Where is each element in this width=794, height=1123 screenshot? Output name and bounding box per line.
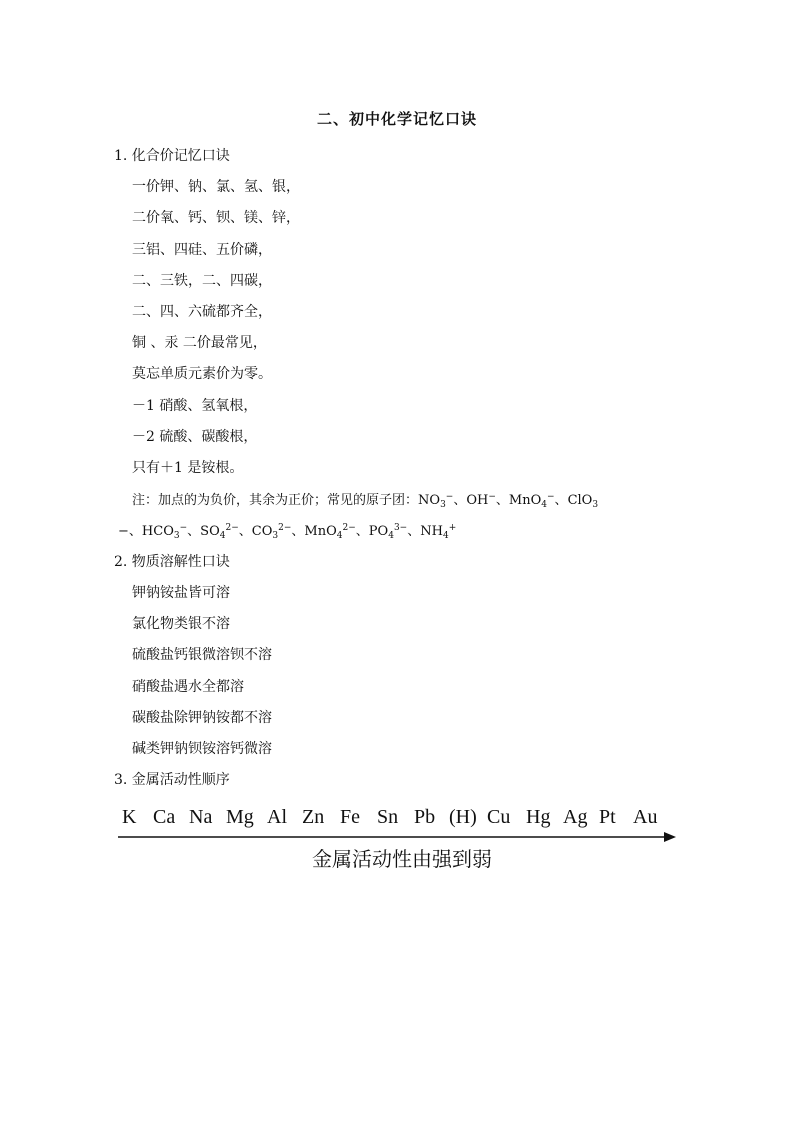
separator: 、 <box>407 524 421 539</box>
separator: 、 <box>128 524 142 539</box>
valence-line: 二、四、六硫都齐全， <box>132 304 272 320</box>
radical-formula: $SO_4^{2-}$ <box>200 523 239 541</box>
section-1-heading: 1. 化合价记忆口诀 <box>114 148 230 164</box>
note-prefix: 注：加点的为负价，其余为正价；常见的原子团： <box>132 493 419 508</box>
radical-formula: $NH_4^+$ <box>420 523 457 541</box>
metal-symbol: K <box>122 806 137 828</box>
formula-charge: − <box>488 492 496 502</box>
solubility-line: 氯化物类银不溶 <box>132 616 230 632</box>
formula-subscript: 3 <box>173 531 180 541</box>
valence-line: 铜 、汞 二价最常见， <box>132 335 267 351</box>
radical-formula: ClO$_3$ <box>567 493 599 510</box>
radical-formula: MnO$_4^{2-}$ <box>304 523 356 541</box>
metal-symbol: Pb <box>414 806 436 828</box>
valence-line: 只有＋1 是铵根。 <box>132 460 244 476</box>
formula-subscript: 3 <box>272 531 279 541</box>
separator: 、 <box>495 493 509 508</box>
metal-symbol: Fe <box>340 806 360 828</box>
separator: 、 <box>238 524 252 539</box>
formula-subscript: 3 <box>440 500 446 510</box>
metal-symbol: Al <box>267 806 287 828</box>
separator: 、 <box>355 524 369 539</box>
formula-subscript: 4 <box>442 531 449 541</box>
section-3-heading: 3. 金属活动性顺序 <box>114 772 230 788</box>
metal-symbol: Cu <box>487 806 511 828</box>
valence-line: －1 硝酸、氢氧根， <box>132 398 258 414</box>
formula-subscript: 3 <box>592 500 599 510</box>
formula-subscript: 4 <box>541 500 547 510</box>
valence-line: 二价氧、钙、钡、镁、锌， <box>132 210 300 226</box>
activity-arrow <box>118 830 678 844</box>
radical-formula: OH− <box>466 492 496 508</box>
formula-charge: − <box>179 523 188 533</box>
formula-charge: 2− <box>278 523 292 533</box>
metal-symbol: Au <box>633 806 658 828</box>
separator: 、 <box>187 524 201 539</box>
formula-subscript: 4 <box>219 531 226 541</box>
metal-symbol: Mg <box>226 806 254 828</box>
metal-symbol: Hg <box>526 806 551 828</box>
solubility-line: 硫酸盐钙银微溶钡不溶 <box>132 647 272 663</box>
formula-charge: 3− <box>393 523 408 533</box>
metal-symbol: Ca <box>153 806 176 828</box>
metal-symbol: Sn <box>377 806 399 828</box>
formula-subscript: 4 <box>388 531 394 541</box>
arrow-caption: 金属活动性由强到弱 <box>312 847 492 871</box>
solubility-line: 硝酸盐遇水全都溶 <box>132 679 244 695</box>
solubility-line: 钾钠铵盐皆可溶 <box>132 585 230 601</box>
formula-charge: 2− <box>342 523 356 533</box>
valence-line: 莫忘单质元素价为零。 <box>132 366 272 382</box>
separator: 、 <box>554 493 568 508</box>
radical-note-line-1 <box>132 489 598 510</box>
formula-subscript: 4 <box>336 531 343 541</box>
page-title: 二、初中化学记忆口诀 <box>316 110 477 128</box>
metal-symbol: Ag <box>563 806 588 828</box>
section-2-heading: 2. 物质溶解性口诀 <box>114 554 230 570</box>
formula-charge: 2− <box>225 523 239 533</box>
radical-formula: $NO_3^-$ <box>418 492 454 510</box>
radical-formula: $HCO_3^-$ <box>141 523 188 541</box>
solubility-line: 碱类钾钠钡铵溶钙微溶 <box>132 741 272 757</box>
radical-formula: MnO$_4$− <box>508 492 555 510</box>
valence-line: 一价钾、钠、氯、氢、银， <box>132 179 300 195</box>
metal-symbol: (H) <box>449 806 477 828</box>
radical-formula: $CO_3^{2-}$ <box>251 523 292 541</box>
metal-symbol: Na <box>189 806 213 828</box>
separator: 、 <box>453 493 467 508</box>
note-lead-dash: − <box>118 524 129 539</box>
radical-formula: $PO_4^{3-}$ <box>368 523 408 541</box>
valence-line: 二、三铁，二、四碳， <box>132 273 272 289</box>
radical-note-line-2 <box>118 520 456 541</box>
metal-symbol: Pt <box>599 806 616 828</box>
solubility-line: 碳酸盐除钾钠铵都不溶 <box>132 710 272 726</box>
valence-line: －2 硫酸、碳酸根， <box>132 429 258 445</box>
metal-activity-series <box>118 806 678 832</box>
separator: 、 <box>291 524 305 539</box>
formula-charge: − <box>445 492 454 502</box>
radical-list <box>129 524 456 539</box>
metal-symbol: Zn <box>302 806 325 828</box>
radical-list <box>418 493 598 508</box>
valence-line: 三铝、四硅、五价磷， <box>132 242 272 258</box>
formula-charge: − <box>547 492 555 502</box>
formula-charge: + <box>448 523 457 533</box>
